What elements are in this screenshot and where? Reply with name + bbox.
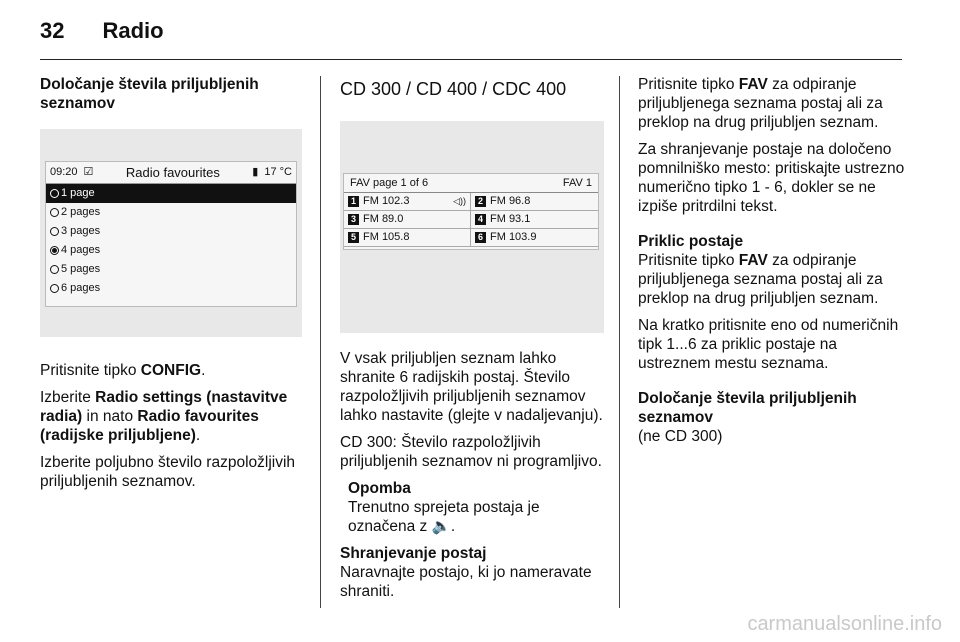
list-item[interactable]: 1 page	[46, 184, 296, 203]
check-icon: ☑	[83, 166, 94, 178]
thermometer-icon: ▮	[252, 166, 259, 178]
display-screen	[343, 173, 599, 250]
body-text: V vsak priljubljen seznam lahko shranite 6 radijskih postaj. Število razpoložljivih priljubljenih seznamov lahko nastavite (glejte v nadaljevanju).	[340, 350, 603, 424]
list-item[interactable]: 6 pages	[46, 279, 296, 298]
section-heading: Določanje števila priljubljenih seznamov	[40, 76, 259, 112]
instruction: Izberite Radio settings (nastavitve radia) in nato Radio favourites (radijske priljubljene).	[40, 389, 288, 444]
page-header	[40, 18, 164, 44]
preset-button[interactable]: 3 FM 89.0	[344, 211, 471, 229]
temperature: 17 °C	[264, 166, 292, 178]
column-2	[340, 80, 604, 609]
note-title: Opomba	[348, 480, 411, 497]
body-text: Pritisnite tipko FAV za odpiranje priljubljenega seznama postaj ali za preklop na drug priljubljen seznam.	[638, 252, 883, 307]
column-divider	[320, 76, 321, 608]
subheading: Priklic postaje	[638, 233, 744, 250]
body-text: Naravnajte postajo, ki jo nameravate shraniti.	[340, 564, 592, 600]
subheading: Določanje števila priljubljenih seznamov	[638, 390, 857, 426]
section-heading: CD 300 / CD 400 / CDC 400	[340, 79, 567, 99]
radio-icon	[50, 265, 59, 274]
list-item[interactable]: 3 pages	[46, 222, 296, 241]
instruction: Pritisnite tipko CONFIG.	[40, 362, 206, 379]
list-item[interactable]: 5 pages	[46, 260, 296, 279]
preset-button[interactable]: 5 FM 105.8	[344, 229, 471, 247]
fav-page-screenshot	[340, 121, 604, 333]
display-screen	[45, 161, 297, 307]
screen-top-bar	[46, 162, 296, 184]
list-item[interactable]: 4 pages	[46, 241, 296, 260]
pages-list	[46, 184, 296, 298]
screen-title: Radio favourites	[125, 165, 220, 180]
radio-icon	[50, 284, 59, 293]
watermark: carmanualsonline.info	[747, 613, 942, 635]
column-divider	[619, 76, 620, 608]
preset-button[interactable]: 2 FM 96.8	[471, 193, 598, 211]
list-item[interactable]: 2 pages	[46, 203, 296, 222]
column-3	[638, 75, 906, 454]
note-text: Trenutno sprejeta postaja je označena z 🔈.	[348, 499, 540, 535]
speaker-icon: ◁))	[453, 196, 466, 206]
preset-grid	[344, 193, 598, 247]
column-1	[40, 75, 302, 499]
radio-checked-icon	[50, 246, 59, 255]
screen-top-bar	[344, 174, 598, 193]
body-text: Na kratko pritisnite eno od numeričnih tipk 1...6 za priklic postaje na ustreznem mestu seznama.	[638, 317, 899, 372]
body-text: Za shranjevanje postaje na določeno pomnilniško mesto: pritiskajte ustrezno numerično tipko 1 - 6, dokler se ne izpiše pritrdilni tekst.	[638, 141, 905, 215]
preset-button[interactable]: 1 FM 102.3 ◁))	[344, 193, 471, 211]
fav-page-label: FAV page 1 of 6	[350, 176, 429, 189]
radio-icon	[50, 208, 59, 217]
note	[340, 479, 604, 536]
page-number: 32	[40, 18, 65, 43]
radio-favourites-screenshot	[40, 129, 302, 337]
body-text: CD 300: Število razpoložljivih priljubljenih seznamov ni programljivo.	[340, 434, 602, 470]
instruction: Izberite poljubno število razpoložljivih priljubljenih seznamov.	[40, 454, 296, 490]
radio-icon	[50, 189, 59, 198]
body-text: Pritisnite tipko FAV za odpiranje priljubljenega seznama postaj ali za preklop na drug priljubljen seznam.	[638, 76, 883, 131]
clock: 09:20	[50, 166, 78, 178]
radio-icon	[50, 227, 59, 236]
subheading: Shranjevanje postaj	[340, 545, 487, 562]
fav-label: FAV 1	[562, 176, 592, 189]
preset-button[interactable]: 4 FM 93.1	[471, 211, 598, 229]
section-title: Radio	[102, 18, 164, 43]
header-rule	[40, 59, 902, 60]
preset-button[interactable]: 6 FM 103.9	[471, 229, 598, 247]
body-text: (ne CD 300)	[638, 428, 723, 445]
